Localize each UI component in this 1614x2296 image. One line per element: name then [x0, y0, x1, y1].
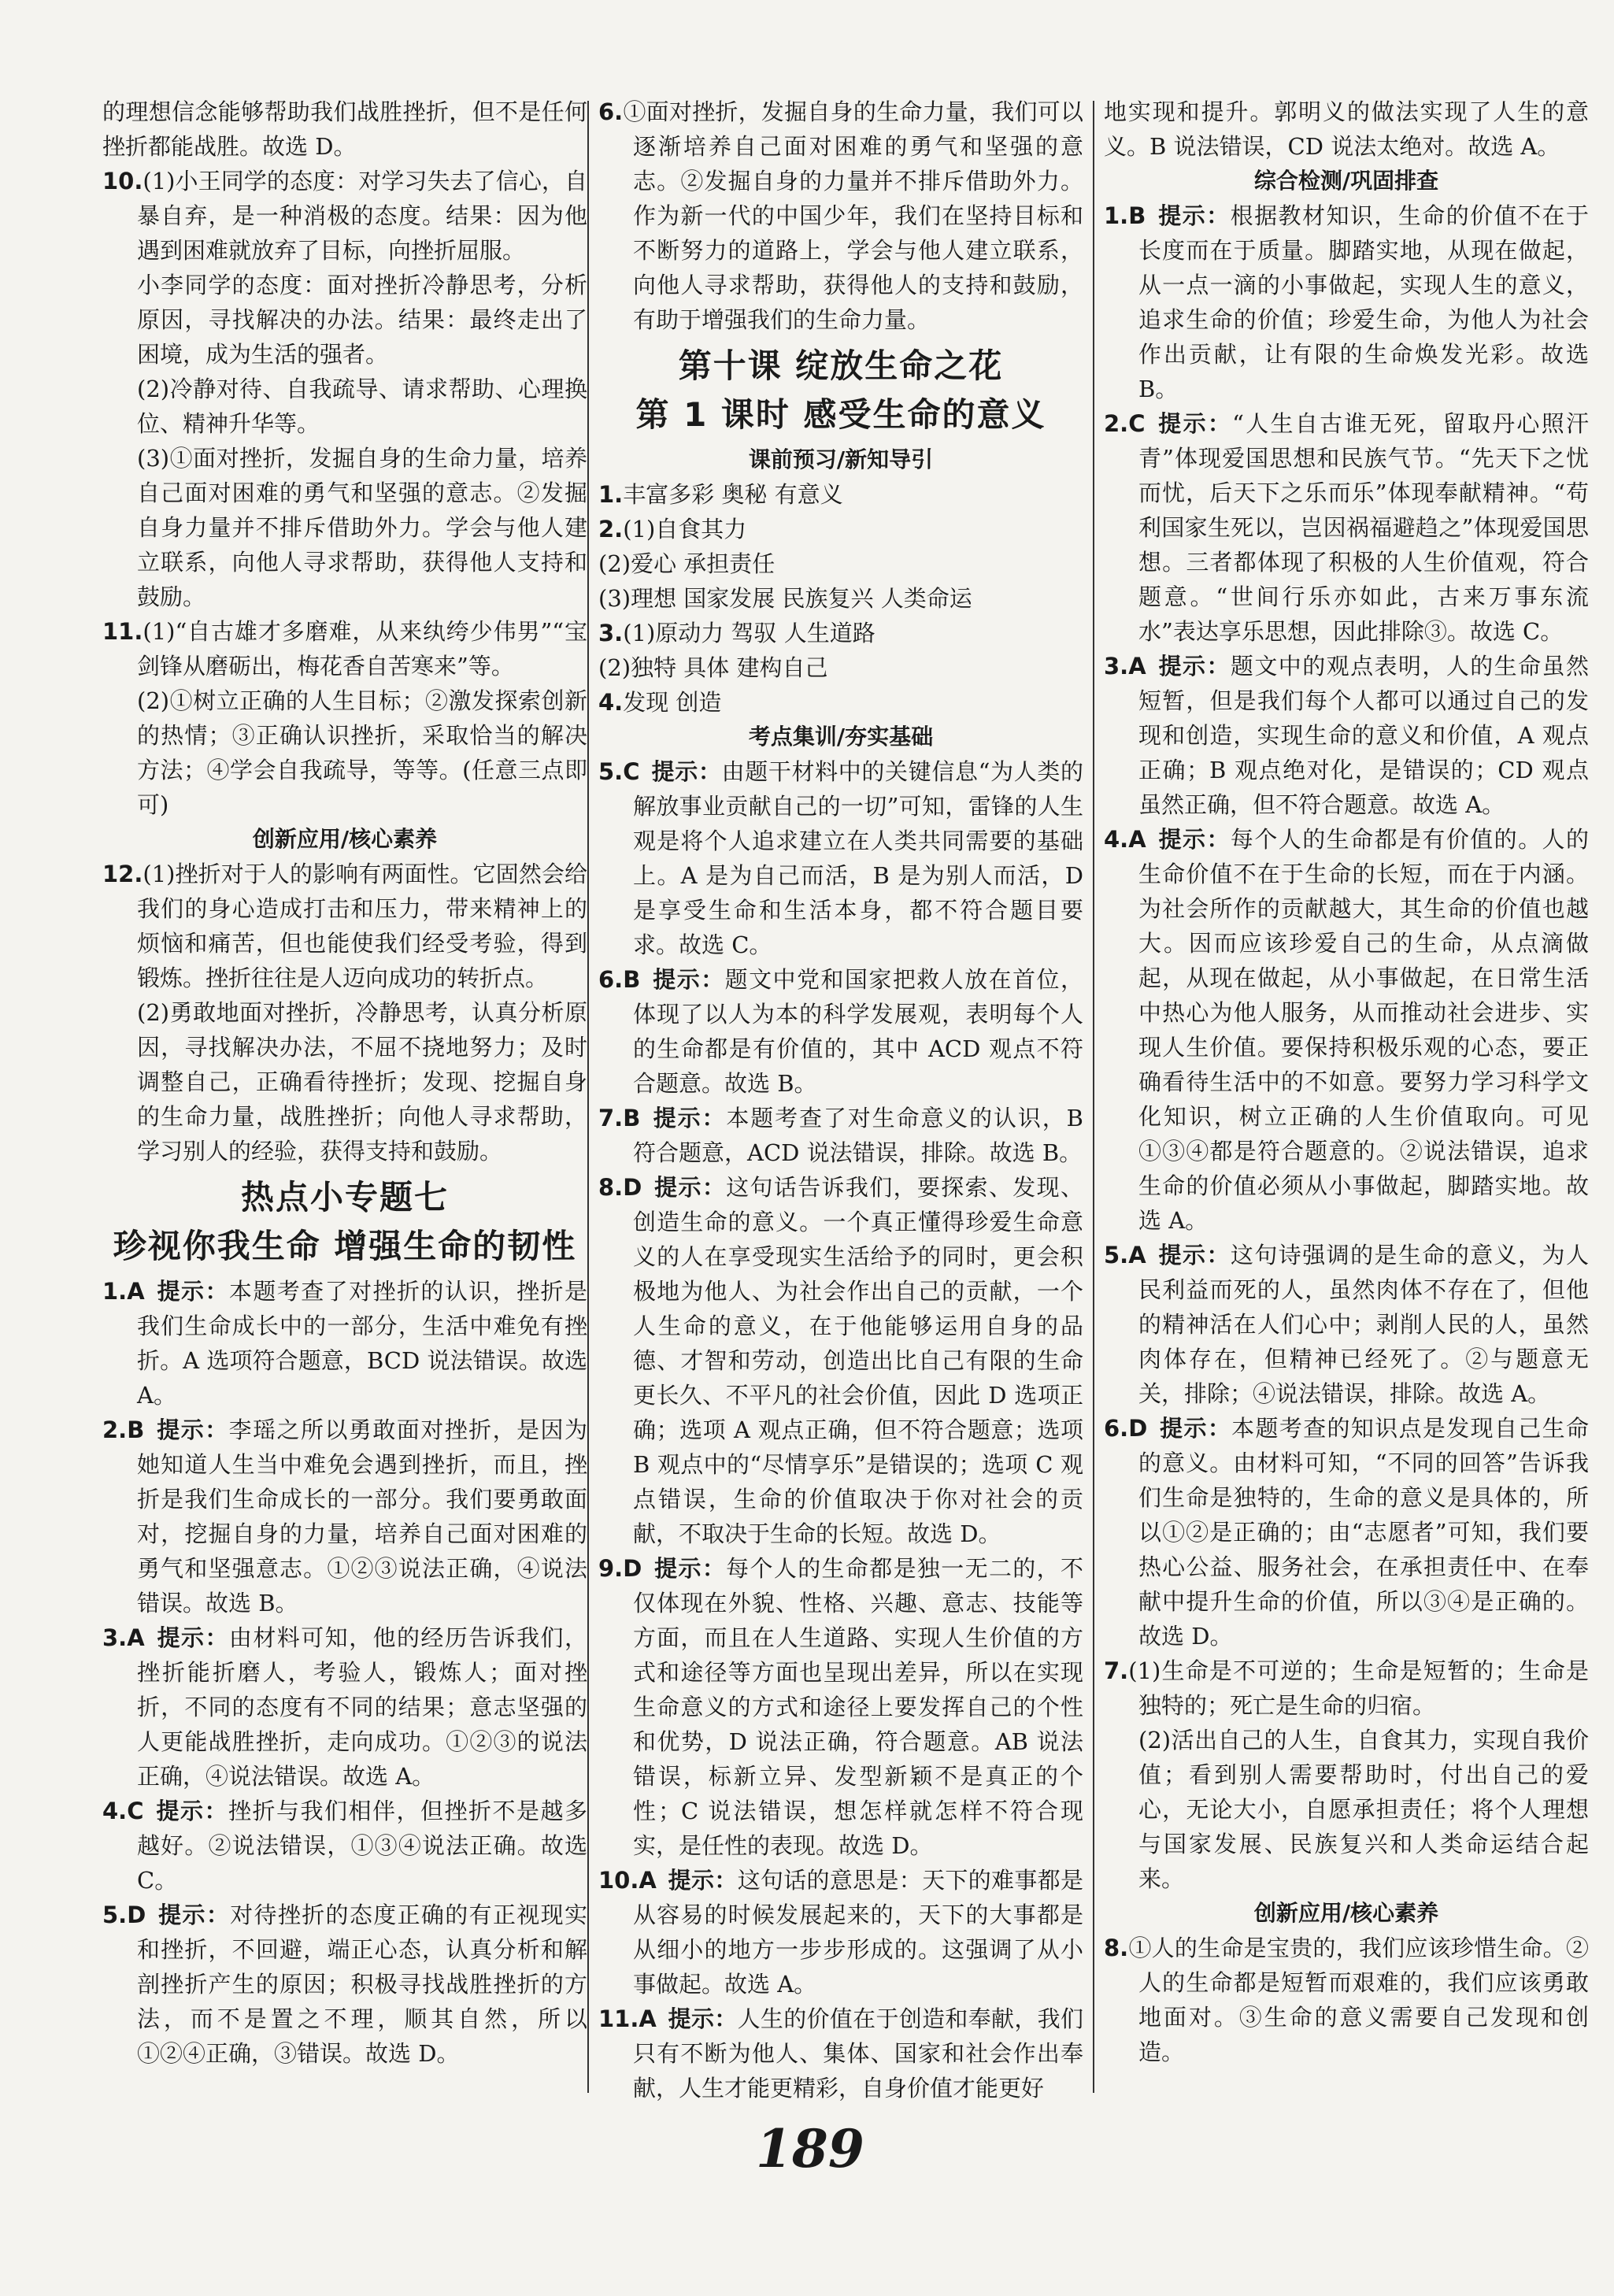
- question-number: 2.: [598, 516, 624, 543]
- question-number: 3.: [102, 1624, 128, 1651]
- question-number: 11.: [102, 618, 143, 645]
- hint-label: 提示：: [651, 1105, 727, 1131]
- hint-label: 提示：: [157, 1902, 231, 1928]
- hint-label: 提示：: [668, 2005, 738, 2032]
- question-number: 10.: [598, 1867, 639, 1894]
- hint-label: 提示：: [156, 1624, 229, 1651]
- answer-item: [102, 1898, 587, 2071]
- answer-text: 由材料可知，他的经历告诉我们，挫折能折磨人，考验人，锻炼人；面对挫折，不同的态度有不同的结果；意志坚强的人更能战胜挫折，走向成功。①②③的说法正确，④说法错误。故选 A。: [137, 1624, 587, 1790]
- answer-choice: A: [127, 1278, 145, 1305]
- section-heading: 创新应用/核心素养: [1253, 1900, 1439, 1926]
- question-12: 12.(1)挫折对于人的影响有两面性。它固然会给我们的身心造成打击和压力，带来精神上的烦恼和痛苦，但也能使我们经受考验，得到锻炼。挫折往往是人迈向成功的转折点。 (2)勇敢地面对挫折，冷静思考，认真分析原因，寻找解决办法，不屈不挠地努力；及时调整自己，正确看待挫折；发现、挖掘自身的生命力量，战胜挫折；向他人寻求帮助，学习别人的经验，获得支持和鼓励。: [102, 861, 587, 1165]
- answer-choice: A: [1128, 826, 1146, 853]
- answer-item: [598, 1863, 1083, 2002]
- column-middle: [598, 94, 1083, 2105]
- answer-choice: B: [1128, 202, 1146, 229]
- question-11: 11.(1)“自古雄才多磨难，从来纨绔少伟男”“宝剑锋从磨砺出，梅花香自苦寒来”等。 (2)①树立正确的人生目标；②激发探索创新的热情；③正确认识挫折，采取恰当的解决方法；④学会自我疏导，等等。(任意三点即可): [102, 618, 587, 818]
- answer-item: [1104, 1411, 1589, 1653]
- answer-text: 这句话的意思是：天下的难事都是从容易的时候发展起来的，天下的大事都是从细小的地方一步步形成的。这强调了从小事做起。故选 A。: [633, 1867, 1083, 1998]
- question-number: 3.: [598, 620, 624, 646]
- answer-text: 对待挫折的态度正确的有正视现实和挫折，不回避，端正心态，认真分析和解剖挫折产生的原因；积极寻找战胜挫折的方法，而不是置之不理，顺其自然，所以①②④正确，③错误。故选 D。: [137, 1902, 587, 2067]
- topic-subtitle: 珍视你我生命 增强生命的韧性: [113, 1227, 577, 1265]
- answer-text: (2)独特 具体 建构自己: [598, 654, 828, 681]
- hint-label: 提示：: [1158, 1415, 1232, 1442]
- answer-choice: B: [623, 1105, 641, 1131]
- question-number: 1.: [102, 1278, 128, 1305]
- column-left: [102, 94, 587, 2071]
- answer-item: [598, 1101, 1083, 1170]
- section-heading: 考点集训/夯实基础: [748, 724, 934, 750]
- continued-answer: 地实现和提升。郭明义的做法实现了人生的意义。B 说法错误，CD 说法太绝对。故选 A。: [1104, 98, 1589, 160]
- answer-choice: A: [127, 1624, 145, 1651]
- answer-text: (1)自食其力: [623, 516, 747, 543]
- answer-item: [598, 2002, 1083, 2105]
- answer-item: [1104, 198, 1589, 406]
- answer-text: 题文中的观点表明，人的生命虽然短暂，但是我们每个人都可以通过自己的发现和创造，实现生命的意义和价值，A 观点正确；B 观点绝对化，是错误的；CD 观点虽然正确，但不符合题意。故选 A。: [1138, 653, 1589, 818]
- answer-item: [598, 1170, 1083, 1551]
- answer-item: [598, 1551, 1083, 1863]
- answer-item: [598, 754, 1083, 962]
- lesson-subtitle: 第 1 课时 感受生命的意义: [635, 395, 1046, 434]
- answer-choice: D: [623, 1555, 642, 1582]
- answer-choice: D: [1128, 1415, 1148, 1442]
- answer-choice: C: [127, 1798, 144, 1824]
- question-10: 10.(1)小王同学的态度：对学习失去了信心，自暴自弃，是一种消极的态度。结果：因为他遇到困难就放弃了目标，向挫折屈服。 小李同学的态度：面对挫折冷静思考，分析原因，寻找解决的办法。结果：最终走出了困境，成为生活的强者。 (2)冷静对待、自我疏导、请求帮助、心理换位、精神升华等。 (3)①面对挫折，发掘自身的生命力量，培养自己面对困难的勇气和坚强的意志。②发掘自身力量并不排斥借助外力。学会与他人建立联系，向他人寻求帮助，获得他人支持和鼓励。: [102, 168, 587, 610]
- answer-item: [1104, 406, 1589, 649]
- column-right: [1104, 94, 1589, 2069]
- answer-choice: A: [639, 1867, 657, 1894]
- question-8: 8.①人的生命是宝贵的，我们应该珍惜生命。②人的生命都是短暂而艰难的，我们应该勇敢地面对。③生命的意义需要自己发现和创造。: [1104, 1935, 1589, 2065]
- hint-label: 提示：: [653, 1174, 727, 1201]
- answer-text: 由题干材料中的关键信息“为人类的解放事业贡献自己的一切”可知，雷锋的人生观是将个人追求建立在人类共同需要的基础上。A 是为自己而活，B 是为别人而活，D 是享受生命和生活本身，都不符合题目要求。故选 C。: [633, 758, 1083, 958]
- topic-title: 热点小专题七: [240, 1178, 449, 1217]
- answer-choice: B: [623, 966, 641, 993]
- answer-item: [102, 1794, 587, 1898]
- answer-text: 李瑶之所以勇敢面对挫折，是因为她知道人生当中难免会遇到挫折，而且，挫折是我们生命成长的一部分。我们要勇敢面对，挖掘自身的力量，培养自己面对困难的勇气和坚强意志。①②③说法正确，④说法错误。故选 B。: [137, 1416, 587, 1616]
- answer-text: (1)原动力 驾驭 人生道路: [623, 620, 875, 646]
- section-heading: 综合检测/巩固排查: [1253, 168, 1439, 194]
- question-number: 10.: [102, 168, 143, 194]
- answer-item: [1104, 649, 1589, 822]
- question-number: 5.: [598, 758, 624, 785]
- answer-choice: A: [639, 2005, 657, 2032]
- question-number: 2.: [1104, 410, 1129, 437]
- question-number: 4.: [1104, 826, 1129, 853]
- page-number: 189: [756, 2118, 864, 2179]
- hint-label: 提示：: [1157, 410, 1233, 437]
- hint-label: 提示：: [651, 966, 725, 993]
- section-heading: 创新应用/核心素养: [252, 826, 438, 852]
- answer-list: [1104, 198, 1589, 1653]
- answer-item: [598, 546, 1083, 581]
- answer-text: 题文中党和国家把救人放在首位，体现了以人为本的科学发展观，表明每个人的生命都是有价值的，其中 ACD 观点不符合题意。故选 B。: [633, 966, 1083, 1097]
- answer-text: (2)爱心 承担责任: [598, 550, 776, 577]
- preview-list: [598, 477, 1083, 720]
- answer-item: [598, 685, 1083, 720]
- answer-text: 发现 创造: [623, 689, 722, 716]
- answer-item: [598, 581, 1083, 616]
- question-number: 3.: [1104, 653, 1129, 680]
- question-number: 11.: [598, 2005, 639, 2032]
- question-number: 1.: [1104, 202, 1129, 229]
- question-number: 1.: [598, 481, 624, 508]
- question-6: 6.①面对挫折，发掘自身的生命力量，我们可以逐渐培养自己面对困难的勇气和坚强的意志。②发掘自身的力量并不排斥借助外力。作为新一代的中国少年，我们在坚持目标和不断努力的道路上，学会与他人建立联系，向他人寻求帮助，获得他人的支持和鼓励，有助于增强我们的生命力量。: [598, 98, 1083, 333]
- question-number: 4.: [102, 1798, 128, 1824]
- answer-item: [598, 512, 1083, 546]
- question-number: 4.: [598, 689, 624, 716]
- answer-text: 挫折与我们相伴，但挫折不是越多越好。②说法错误，①③④说法正确。故选 C。: [137, 1798, 587, 1894]
- answer-text: 丰富多彩 奥秘 有意义: [623, 481, 843, 508]
- section-heading: 课前预习/新知导引: [748, 446, 934, 472]
- answer-list: [102, 1274, 587, 2071]
- hint-label: 提示：: [653, 1555, 727, 1582]
- answer-item: [1104, 1238, 1589, 1411]
- question-number: 2.: [102, 1416, 128, 1443]
- hint-label: 提示：: [1157, 1242, 1231, 1268]
- answer-text: (3)理想 国家发展 民族复兴 人类命运: [598, 585, 972, 612]
- question-number: 6.: [1104, 1415, 1129, 1442]
- question-number: 6.: [598, 966, 624, 993]
- answer-choice: C: [623, 758, 640, 785]
- answer-choice: D: [127, 1902, 146, 1928]
- column-divider: [587, 101, 589, 2093]
- answer-choice: A: [1128, 1242, 1146, 1268]
- question-number: 7.: [1104, 1657, 1129, 1684]
- answer-item: [102, 1274, 587, 1413]
- question-number: 8.: [1104, 1935, 1129, 1961]
- answer-text: 本题考查了对生命意义的认识，B 符合题意，ACD 说法错误，排除。故选 B。: [633, 1105, 1083, 1166]
- answer-text: 本题考查了对挫折的认识，挫折是我们生命成长中的一部分，生活中难免有挫折。A 选项符合题意，BCD 说法错误。故选 A。: [137, 1278, 587, 1409]
- answer-list: [598, 754, 1083, 2105]
- lesson-title: 第十课 绽放生命之花: [678, 346, 1004, 385]
- question-number: 7.: [598, 1105, 624, 1131]
- hint-label: 提示：: [1157, 826, 1231, 853]
- question-number: 12.: [102, 861, 143, 887]
- hint-label: 提示：: [1157, 202, 1231, 229]
- answer-item: [598, 962, 1083, 1101]
- answer-choice: C: [1128, 410, 1146, 437]
- hint-label: 提示：: [155, 1416, 229, 1443]
- column-divider: [1093, 101, 1094, 2093]
- answer-text: 本题考查的知识点是发现自己生命的意义。由材料可知，“不同的回答”告诉我们生命是独特的，生命的意义是具体的，所以①②是正确的；由“志愿者”可知，我们要热心公益、服务社会，在承担责任中、在奉献中提升生命的价值，所以③④是正确的。故选 D。: [1138, 1415, 1589, 1650]
- hint-label: 提示：: [651, 758, 722, 785]
- answer-item: [598, 477, 1083, 512]
- answer-item: [102, 1620, 587, 1794]
- answer-choice: A: [1128, 653, 1146, 680]
- answer-item: [598, 650, 1083, 685]
- answer-choice: B: [127, 1416, 145, 1443]
- answer-item: [102, 1413, 587, 1620]
- question-number: 5.: [1104, 1242, 1129, 1268]
- hint-label: 提示：: [668, 1867, 738, 1894]
- hint-label: 提示：: [155, 1798, 228, 1824]
- question-number: 6.: [598, 98, 624, 125]
- answer-text: 根据教材知识，生命的价值不在于长度而在于质量。脚踏实地，从现在做起，从一点一滴的小事做起，实现人生的意义，追求生命的价值；珍爱生命，为他人为社会作出贡献，让有限的生命焕发光彩。故选 B。: [1138, 202, 1589, 402]
- continued-answer: 的理想信念能够帮助我们战胜挫折，但不是任何挫折都能战胜。故选 D。: [102, 98, 587, 160]
- question-7: 7.(1)生命是不可逆的；生命是短暂的；生命是独特的；死亡是生命的归宿。 (2)活出自己的人生，自食其力，实现自我价值；看到别人需要帮助时，付出自己的爱心，无论大小，自愿承担责任；将个人理想与国家发展、民族复兴和人类命运结合起来。: [1104, 1657, 1589, 1892]
- answer-text: 这句诗强调的是生命的意义，为人民利益而死的人，虽然肉体不存在了，但他的精神活在人们心中；剥削人民的人，虽然肉体存在，但精神已经死了。②与题意无关，排除；④说法错误，排除。故选 A。: [1138, 1242, 1589, 1407]
- answer-text: 人生的价值在于创造和奉献，我们只有不断为他人、集体、国家和社会作出奉献，人生才能更精彩，自身价值才能更好: [633, 2005, 1083, 2102]
- answer-item: [1104, 822, 1589, 1238]
- answer-text: 每个人的生命都是有价值的。人的生命价值不在于生命的长短，而在于内涵。为社会所作的贡献越大，其生命的价值也越大。因而应该珍爱自己的生命，从点滴做起，从现在做起，从小事做起，在日常生活中热心为他人服务，从而推动社会进步、实现人生价值。要保持积极乐观的心态，要正确看待生活中的不如意。要努力学习科学文化知识，树立正确的人生价值取向。可见①③④都是符合题意的。②说法错误，追求生命的价值必须从小事做起，脚踏实地。故选 A。: [1138, 826, 1589, 1234]
- question-number: 9.: [598, 1555, 624, 1582]
- question-number: 8.: [598, 1174, 624, 1201]
- answer-text: 每个人的生命都是独一无二的，不仅体现在外貌、性格、兴趣、意志、技能等方面，而且在人生道路、实现人生价值的方式和途径等方面也呈现出差异，所以在实现生命意义的方式和途径上要发挥自己的个性和优势，D 说法正确，符合题意。AB 说法错误，标新立异、发型新颖不是真正的个性；C 说法错误，想怎样就怎样不符合现实，是任性的表现。故选 D。: [633, 1555, 1083, 1859]
- answer-text: 这句话告诉我们，要探索、发现、创造生命的意义。一个真正懂得珍爱生命意义的人在享受现实生活给予的同时，更会积极地为他人、为社会作出自己的贡献，一个人生命的意义，在于他能够运用自身的品德、才智和劳动，创造出比自己有限的生命更长久、不平凡的社会价值，因此 D 选项正确；选项 A 观点正确，但不符合题意；选项 B 观点中的“尽情享乐”是错误的；选项 C 观点错误，生命的价值取决于你对社会的贡献，不取决于生命的长短。故选 D。: [633, 1174, 1083, 1547]
- answer-text: “人生自古谁无死，留取丹心照汗青”体现爱国思想和民族气节。“先天下之忧而忧，后天下之乐而乐”体现奉献精神。“苟利国家生死以，岂因祸福避趋之”体现爱国思想。三者都体现了积极的人生价值观，符合题意。“世间行乐亦如此，古来万事东流水”表达享乐思想，因此排除③。故选 C。: [1138, 410, 1589, 645]
- question-number: 5.: [102, 1902, 128, 1928]
- answer-choice: D: [623, 1174, 642, 1201]
- hint-label: 提示：: [156, 1278, 229, 1305]
- hint-label: 提示：: [1157, 653, 1231, 680]
- answer-item: [598, 616, 1083, 650]
